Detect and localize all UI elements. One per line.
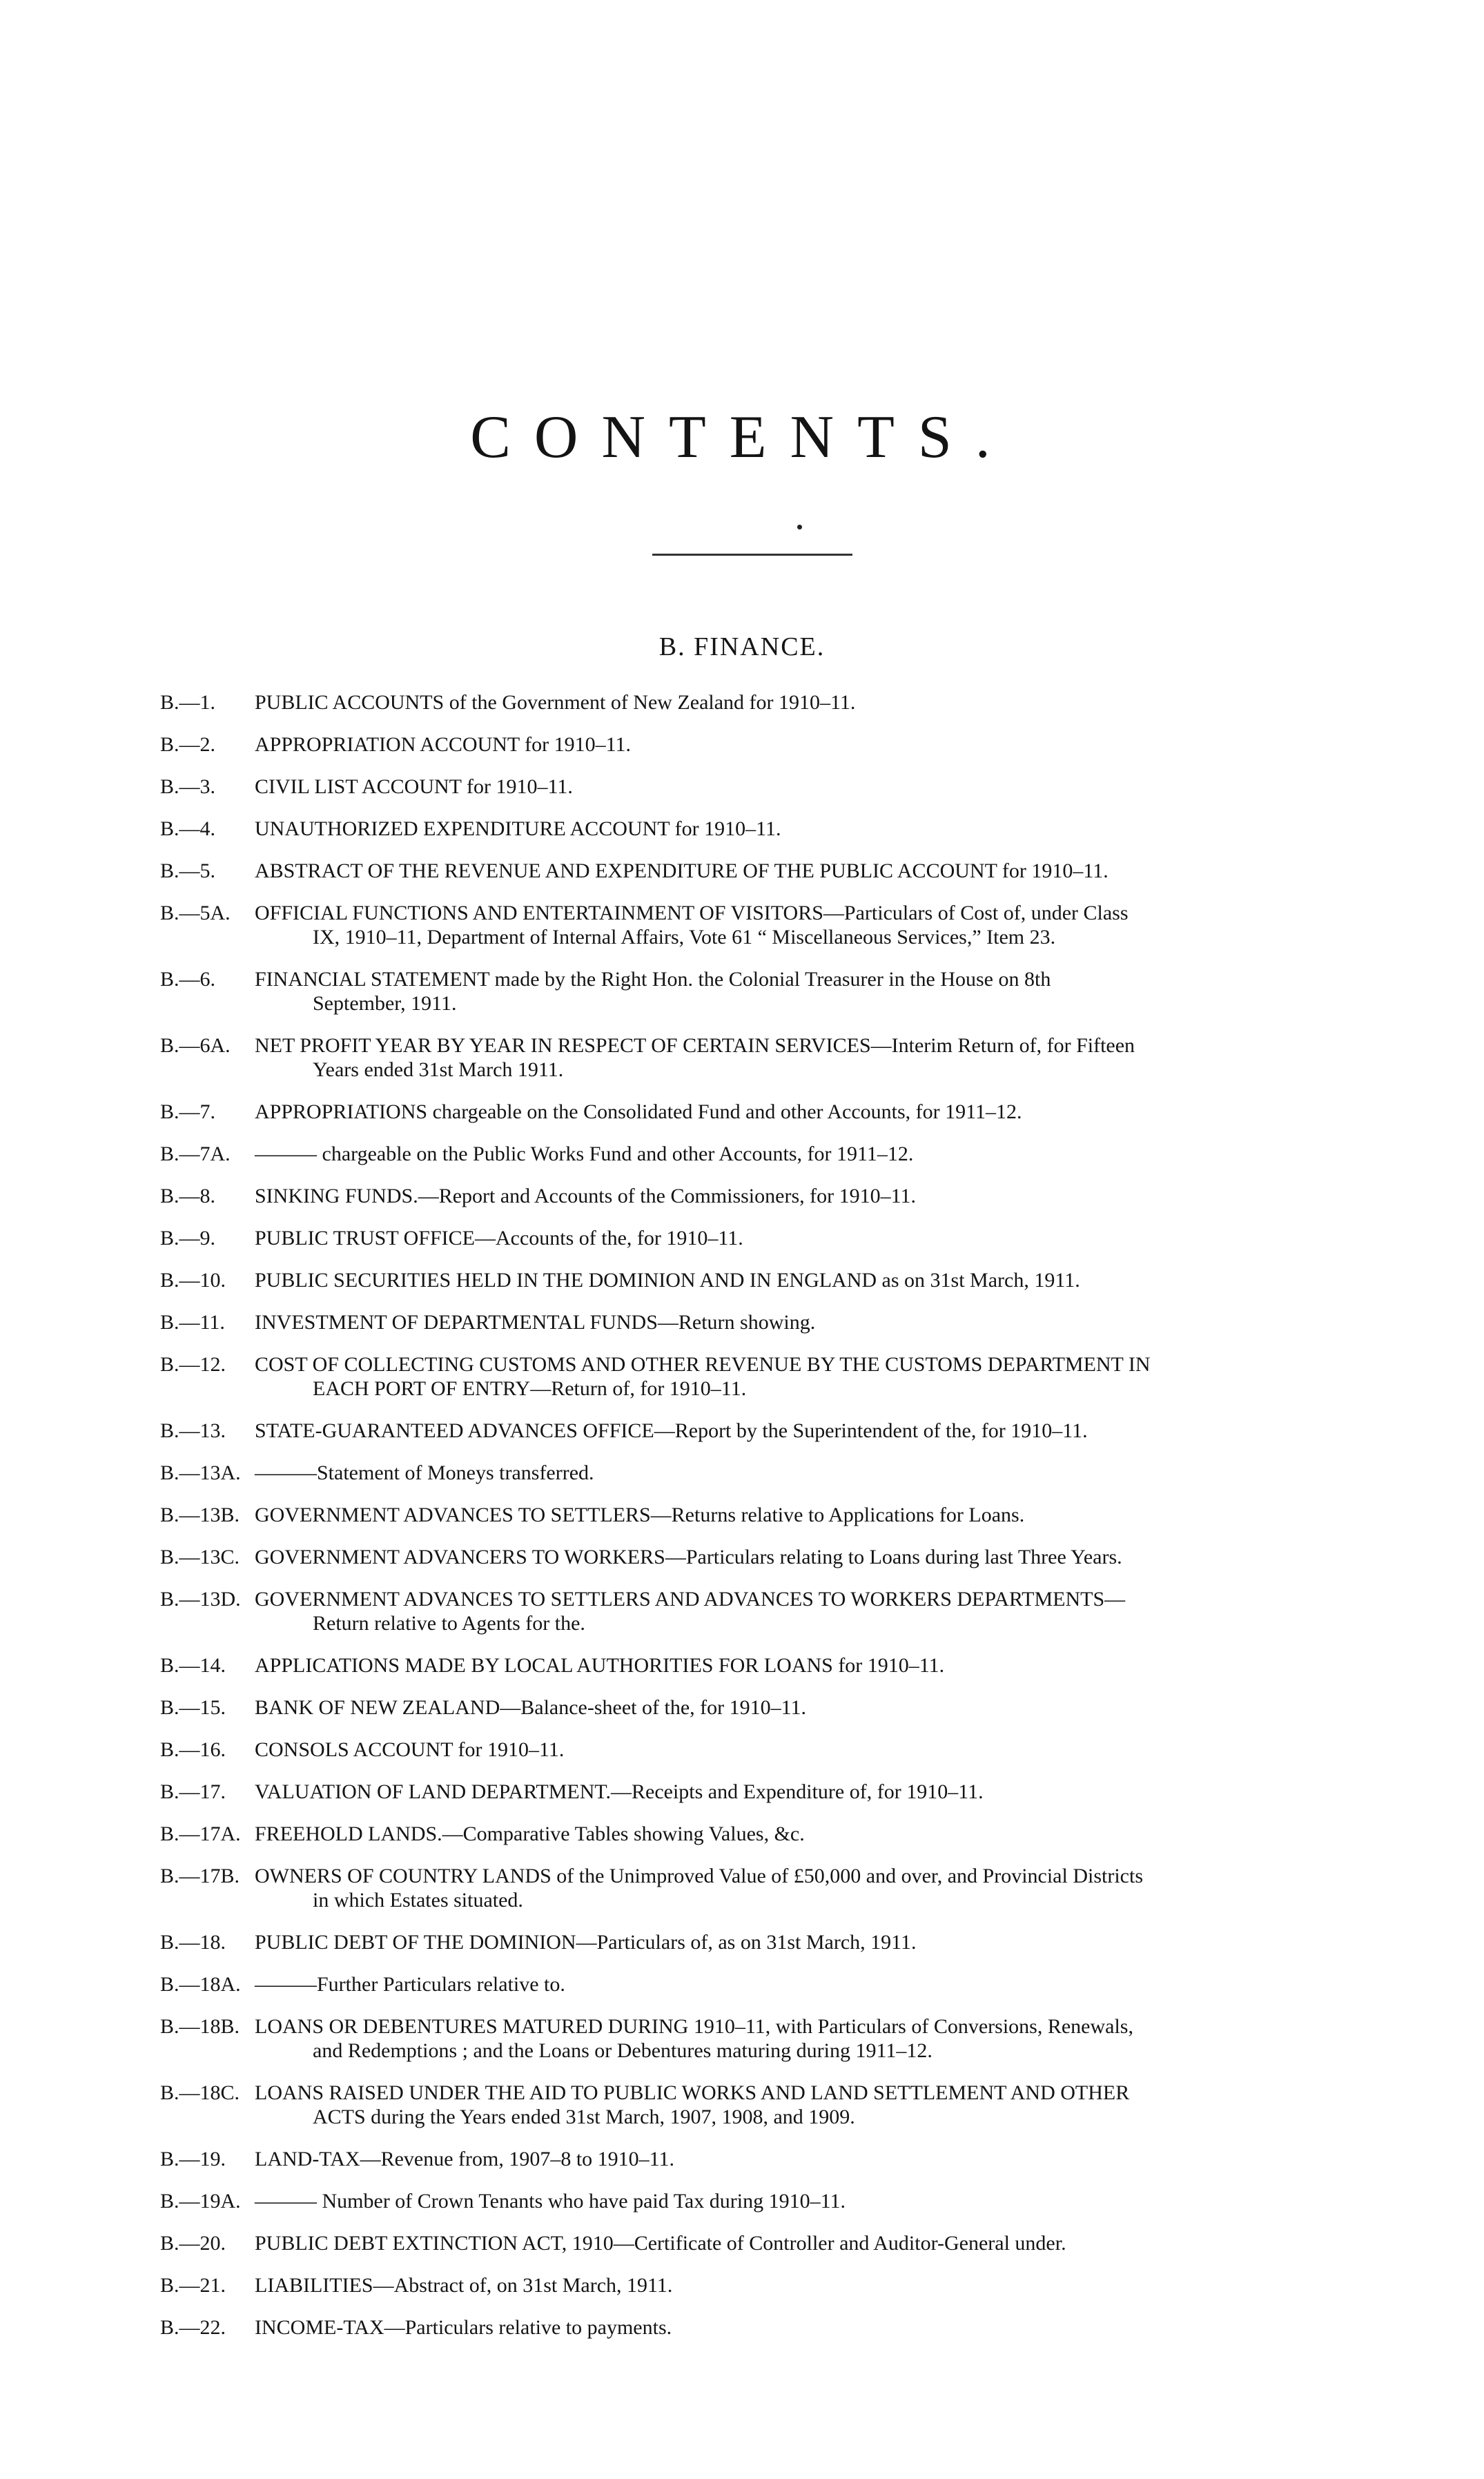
entry-text (255, 2315, 1361, 2340)
contents-entry (160, 1226, 1361, 1250)
entry-text (255, 2189, 1361, 2213)
entry-code: B.—7A. (160, 1143, 231, 1165)
contents-entry (160, 1695, 1361, 1720)
entry-text (255, 2014, 1361, 2063)
entry-code: B.—5. (160, 859, 216, 882)
title-divider (652, 554, 852, 556)
entry-title: PUBLIC DEBT EXTINCTION ACT, 1910—Certificate of Controller and Auditor-General under. (255, 2232, 1066, 2255)
entry-code: B.—17A. (160, 1822, 241, 1845)
entry-continuation: Years ended 31st March 1911. (313, 1058, 564, 1081)
entry-code: B.—13. (160, 1419, 226, 1442)
entry-title: INVESTMENT OF DEPARTMENTAL FUNDS—Return showing. (255, 1311, 816, 1334)
entry-code: B.—21. (160, 2274, 226, 2297)
entry-title: SINKING FUNDS.—Report and Accounts of the Commissioners, for 1910–11. (255, 1185, 916, 1207)
entry-title: ———Statement of Moneys transferred. (255, 1461, 594, 1484)
entry-title: VALUATION OF LAND DEPARTMENT.—Receipts and Expenditure of, for 1910–11. (255, 1780, 984, 1803)
entry-continuation: IX, 1910–11, Department of Internal Affairs, Vote 61 “ Miscellaneous Services,” Item 23. (313, 926, 1056, 949)
entry-code: B.—14. (160, 1654, 226, 1677)
entry-code: B.—13A. (160, 1461, 241, 1484)
contents-entry (160, 1864, 1361, 1912)
contents-entry (160, 2231, 1361, 2255)
contents-entry (160, 1461, 1361, 1485)
contents-entry (160, 1738, 1361, 1762)
contents-entry (160, 2315, 1361, 2340)
entry-text (255, 1184, 1361, 1208)
entry-code: B.—16. (160, 1738, 226, 1761)
entry-text (255, 1226, 1361, 1250)
entry-title: LOANS RAISED UNDER THE AID TO PUBLIC WORKS AND LAND SETTLEMENT AND OTHER (255, 2081, 1130, 2104)
contents-entry (160, 859, 1361, 883)
contents-entry (160, 1972, 1361, 1996)
entry-text (255, 1695, 1361, 1720)
entry-title: GOVERNMENT ADVANCERS TO WORKERS—Particulars relating to Loans during last Three Years. (255, 1546, 1122, 1568)
entry-title: STATE-GUARANTEED ADVANCES OFFICE—Report by the Superintendent of the, for 1910–11. (255, 1419, 1088, 1442)
section-heading: B. FINANCE. (658, 632, 826, 661)
entry-code: B.—18A. (160, 1973, 241, 1996)
entry-code: B.—8. (160, 1185, 216, 1207)
entry-title: LOANS OR DEBENTURES MATURED DURING 1910–11, with Particulars of Conversions, Renewals, (255, 2015, 1133, 2038)
entry-text (255, 690, 1361, 714)
entry-text (255, 1587, 1361, 1635)
entry-code: B.—19A. (160, 2190, 241, 2213)
entry-title: LAND-TAX—Revenue from, 1907–8 to 1910–11. (255, 2148, 675, 2170)
entry-code: B.—9. (160, 1227, 216, 1250)
entry-title: LIABILITIES—Abstract of, on 31st March, 1911. (255, 2274, 673, 2297)
entry-title: GOVERNMENT ADVANCES TO SETTLERS—Returns relative to Applications for Loans. (255, 1504, 1025, 1526)
contents-entry (160, 1142, 1361, 1166)
entry-text (255, 1503, 1361, 1527)
contents-entry (160, 817, 1361, 841)
contents-entry (160, 1352, 1361, 1401)
contents-entry (160, 1033, 1361, 1082)
contents-entry (160, 1822, 1361, 1846)
entry-title: PUBLIC TRUST OFFICE—Accounts of the, for 1910–11. (255, 1227, 743, 1250)
entry-code: B.—13C. (160, 1546, 240, 1568)
entry-code: B.—22. (160, 2316, 226, 2339)
contents-entry (160, 1653, 1361, 1678)
entry-code: B.—17B. (160, 1865, 240, 1887)
entry-continuation: EACH PORT OF ENTRY—Return of, for 1910–11. (313, 1377, 747, 1400)
contents-entry (160, 1930, 1361, 1954)
entry-code: B.—13B. (160, 1504, 240, 1526)
contents-entry (160, 2081, 1361, 2129)
entry-title: FINANCIAL STATEMENT made by the Right Hon. the Colonial Treasurer in the House on 8th (255, 968, 1051, 991)
entry-title: PUBLIC ACCOUNTS of the Government of New Zealand for 1910–11. (255, 691, 856, 714)
contents-entry (160, 2147, 1361, 2171)
entry-title: APPROPRIATIONS chargeable on the Consolidated Fund and other Accounts, for 1911–12. (255, 1100, 1022, 1123)
contents-entry (160, 732, 1361, 757)
entry-title: CONSOLS ACCOUNT for 1910–11. (255, 1738, 565, 1761)
page-title: CONTENTS. (470, 404, 1014, 471)
entry-code: B.—5A. (160, 902, 231, 924)
entry-title: APPROPRIATION ACCOUNT for 1910–11. (255, 733, 632, 756)
entry-continuation: in which Estates situated. (313, 1889, 523, 1912)
contents-entry (160, 2189, 1361, 2213)
entry-code: B.—1. (160, 691, 216, 714)
contents-entry (160, 1545, 1361, 1569)
entry-code: B.—18. (160, 1931, 226, 1954)
contents-entry (160, 1184, 1361, 1208)
entry-text (255, 901, 1361, 949)
entry-text (255, 1352, 1361, 1401)
entry-text (255, 1419, 1361, 1443)
contents-list (160, 690, 1361, 2358)
contents-entry (160, 901, 1361, 949)
entry-title: UNAUTHORIZED EXPENDITURE ACCOUNT for 1910–11. (255, 817, 781, 840)
entry-title: OWNERS OF COUNTRY LANDS of the Unimproved Value of £50,000 and over, and Provincial Districts (255, 1865, 1143, 1887)
entry-continuation: September, 1911. (313, 992, 457, 1015)
contents-entry (160, 1268, 1361, 1292)
ornament-dot (797, 525, 802, 529)
contents-entry (160, 1587, 1361, 1635)
contents-entry (160, 775, 1361, 799)
entry-code: B.—4. (160, 817, 216, 840)
entry-text (255, 1100, 1361, 1124)
entry-text (255, 2231, 1361, 2255)
entry-code: B.—15. (160, 1696, 226, 1719)
entry-title: OFFICIAL FUNCTIONS AND ENTERTAINMENT OF VISITORS—Particulars of Cost of, under Class (255, 902, 1129, 924)
entry-text (255, 775, 1361, 799)
entry-text (255, 817, 1361, 841)
entry-code: B.—7. (160, 1100, 216, 1123)
entry-code: B.—6A. (160, 1034, 231, 1057)
entry-continuation: and Redemptions ; and the Loans or Debentures maturing during 1911–12. (313, 2039, 933, 2062)
entry-text (255, 1033, 1361, 1082)
entry-code: B.—12. (160, 1353, 226, 1376)
entry-code: B.—13D. (160, 1588, 241, 1611)
entry-code: B.—17. (160, 1780, 226, 1803)
contents-entry (160, 1780, 1361, 1804)
contents-entry (160, 1100, 1361, 1124)
entry-text (255, 1972, 1361, 1996)
entry-text (255, 1310, 1361, 1334)
contents-entry (160, 1419, 1361, 1443)
entry-title: CIVIL LIST ACCOUNT for 1910–11. (255, 775, 573, 798)
entry-text (255, 1653, 1361, 1678)
entry-text (255, 2147, 1361, 2171)
entry-code: B.—10. (160, 1269, 226, 1292)
entry-text (255, 1780, 1361, 1804)
entry-text (255, 1142, 1361, 1166)
entry-title: GOVERNMENT ADVANCES TO SETTLERS AND ADVANCES TO WORKERS DEPARTMENTS— (255, 1588, 1126, 1611)
entry-title: INCOME-TAX—Particulars relative to payments. (255, 2316, 672, 2339)
entry-code: B.—11. (160, 1311, 225, 1334)
entry-title: FREEHOLD LANDS.—Comparative Tables showing Values, &c. (255, 1822, 805, 1845)
contents-entry (160, 2273, 1361, 2297)
entry-code: B.—20. (160, 2232, 226, 2255)
contents-entry (160, 690, 1361, 714)
contents-entry (160, 967, 1361, 1015)
entry-continuation: ACTS during the Years ended 31st March, 1907, 1908, and 1909. (313, 2106, 855, 2128)
entry-text (255, 967, 1361, 1015)
entry-title: COST OF COLLECTING CUSTOMS AND OTHER REVENUE BY THE CUSTOMS DEPARTMENT IN (255, 1353, 1151, 1376)
entry-text (255, 1738, 1361, 1762)
entry-text (255, 859, 1361, 883)
entry-text (255, 732, 1361, 757)
entry-title: PUBLIC SECURITIES HELD IN THE DOMINION AND IN ENGLAND as on 31st March, 1911. (255, 1269, 1080, 1292)
entry-text (255, 1822, 1361, 1846)
entry-text (255, 1461, 1361, 1485)
entry-code: B.—2. (160, 733, 216, 756)
entry-text (255, 1545, 1361, 1569)
entry-title: NET PROFIT YEAR BY YEAR IN RESPECT OF CERTAIN SERVICES—Interim Return of, for Fifteen (255, 1034, 1135, 1057)
contents-entry (160, 1503, 1361, 1527)
entry-continuation: Return relative to Agents for the. (313, 1612, 585, 1635)
contents-entry (160, 2014, 1361, 2063)
entry-title: PUBLIC DEBT OF THE DOMINION—Particulars of, as on 31st March, 1911. (255, 1931, 917, 1954)
entry-title: ——— chargeable on the Public Works Fund and other Accounts, for 1911–12. (255, 1143, 914, 1165)
entry-title: ——— Number of Crown Tenants who have paid Tax during 1910–11. (255, 2190, 846, 2213)
entry-text (255, 2273, 1361, 2297)
entry-title: ———Further Particulars relative to. (255, 1973, 565, 1996)
entry-code: B.—19. (160, 2148, 226, 2170)
entry-text (255, 1930, 1361, 1954)
entry-code: B.—18B. (160, 2015, 240, 2038)
contents-entry (160, 1310, 1361, 1334)
entry-text (255, 2081, 1361, 2129)
entry-text (255, 1864, 1361, 1912)
entry-code: B.—3. (160, 775, 216, 798)
entry-title: BANK OF NEW ZEALAND—Balance-sheet of the, for 1910–11. (255, 1696, 806, 1719)
entry-code: B.—18C. (160, 2081, 240, 2104)
entry-code: B.—6. (160, 968, 216, 991)
entry-text (255, 1268, 1361, 1292)
entry-title: APPLICATIONS MADE BY LOCAL AUTHORITIES FOR LOANS for 1910–11. (255, 1654, 945, 1677)
entry-title: ABSTRACT OF THE REVENUE AND EXPENDITURE OF THE PUBLIC ACCOUNT for 1910–11. (255, 859, 1109, 882)
